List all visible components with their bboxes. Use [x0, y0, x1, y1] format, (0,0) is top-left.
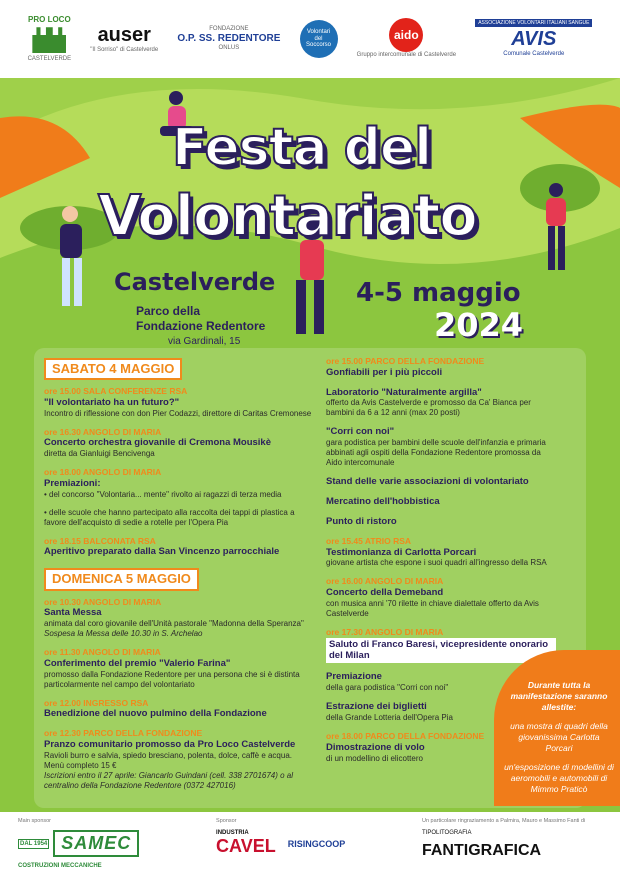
event-description: • delle scuole che hanno partecipato alla raccolta dei tappi di plastica a favore dell'acquisto di sedie a rotelle per l'Opera Pia — [44, 507, 295, 527]
event-time: ore 18.15 BALCONATA RSA — [44, 535, 156, 546]
proloco-logo — [28, 9, 72, 69]
avis-top: ASSOCIAZIONE VOLONTARI ITALIANI SANGUE — [475, 19, 592, 27]
title-line-2: Volontariato — [98, 184, 477, 249]
event-description: Ravioli burro e salvia, spiedo bresciano, polenta, dolce, caffè e acqua. Menù completo 15 € — [44, 750, 293, 770]
avis-sub: Comunale Castelverde — [503, 51, 565, 58]
event-title: Testimonianza di Carlotta Porcari — [326, 546, 477, 558]
program-event — [44, 467, 314, 500]
event-description: gara podistica per bambini delle scuole dell'infanzia e primaria abbinati agli ospiti della Fondazione Redentore promossa da Aido intercomunale — [326, 438, 546, 468]
main-sponsor-label: Main sponsor — [18, 818, 52, 824]
event-note: Sospesa la Messa delle 10.30 in S. Archelao — [44, 629, 203, 638]
castle-icon — [32, 27, 66, 53]
cavel-top: INDUSTRIA — [216, 830, 249, 836]
program-event — [326, 536, 556, 569]
sponsor-strip — [0, 812, 620, 886]
event-title: "Il volontariato ha un futuro?" — [44, 396, 180, 408]
event-title: Saluto di Franco Baresi, vicepresidente onorario del Milan — [326, 638, 556, 664]
proloco-sub: CASTELVERDE — [27, 56, 72, 63]
program-event — [44, 647, 314, 690]
event-time: ore 15.00 PARCO DELLA FONDAZIONE — [326, 356, 485, 366]
event-title: Conferimento del premio "Valerio Farina" — [44, 657, 231, 669]
event-title: Concerto della Demeband — [326, 587, 444, 598]
event-time: ore 10.30 ANGOLO DI MARIA — [44, 596, 162, 607]
fondazione-line2: O.P. SS. REDENTORE — [177, 33, 281, 44]
sunday-events — [44, 597, 314, 791]
event-time: ore 18.00 PARCO DELLA FONDAZIONE — [326, 731, 485, 741]
soccorso-badge: Volontari del Soccorso — [300, 20, 338, 58]
aido-name: aido — [389, 18, 423, 52]
fanti-top: TIPOLITOGRAFIA — [421, 830, 472, 836]
event-title: Benedizione del nuovo pulmino della Fondazione — [44, 708, 267, 720]
event-description: della Grande Lotteria dell'Opera Pia — [326, 713, 453, 722]
event-title: Concerto orchestra giovanile di Cremona Mousikè — [44, 437, 271, 449]
exhibitions-box — [494, 650, 620, 806]
event-time: ore 17.30 ANGOLO DI MARIA — [326, 626, 444, 637]
proloco-name: PRO LOCO — [28, 14, 71, 24]
fantigrafica-logo: FANTIGRAFICA — [421, 842, 542, 859]
event-title: Pranzo comunitario promosso da Pro Loco Castelverde — [44, 738, 296, 750]
program-event — [326, 516, 556, 528]
soccorso-logo — [300, 9, 338, 69]
event-title: Punto di ristoro — [326, 516, 397, 527]
samec-year: DAL 1954 — [20, 840, 48, 847]
risingcoop-logo: RISINGCOOP — [287, 838, 346, 849]
event-time: ore 12.30 PARCO DELLA FONDAZIONE — [44, 728, 203, 738]
program-event — [326, 576, 556, 619]
event-description: offerto da Avis Castelverde e promosso da Ca' Bianca per bambini da 6 a 12 anni (max 20 posti) — [326, 398, 531, 418]
event-title: Estrazione dei biglietti — [326, 701, 427, 713]
event-description: della gara podistica "Corri con noi" — [326, 683, 449, 693]
avis-logo — [475, 9, 592, 69]
event-description: Incontro di riflessione con don Pier Codazzi, direttore di Caritas Cremonese — [44, 408, 312, 418]
event-dates: 4-5 maggio — [356, 278, 521, 308]
event-description: di un modellino di elicottero — [326, 753, 423, 763]
program-event — [326, 627, 556, 663]
program-event — [326, 387, 556, 419]
saturday-events — [44, 386, 314, 558]
event-title: Mercatino dell'hobbistica — [326, 496, 440, 508]
event-description: promosso dalla Fondazione Redentore per una persona che si è distinta particolarmente nel campo del volontariato — [44, 669, 300, 689]
event-time: ore 12.00 INGRESSO RSA — [44, 697, 149, 708]
event-title: Laboratorio "Naturalmente argilla" — [326, 386, 482, 398]
event-time: ore 16.30 ANGOLO DI MARIA — [44, 426, 162, 437]
program-event — [326, 426, 556, 468]
logo-strip — [0, 0, 620, 78]
main-sponsor — [18, 818, 139, 882]
venue — [136, 304, 265, 334]
event-note: Iscrizioni entro il 27 aprile: Giancarlo Guindani (cell. 338 2701674) o al centralino della Fondazione Redentore (0372 427016) — [44, 770, 294, 790]
event-description: animata dal coro giovanile dell'Unità pastorale "Madonna della Speranza" — [44, 619, 304, 628]
auser-logo — [90, 9, 158, 69]
sponsor-logos — [216, 830, 345, 857]
thanks-group — [422, 818, 602, 882]
program-event — [44, 728, 314, 791]
event-description: con musica anni '70 rilette in chiave dialettale offerto da Avis Castelverde — [326, 598, 539, 618]
event-title: Premiazioni: — [44, 477, 101, 489]
event-title: Aperitivo preparato dalla San Vincenzo parrocchiale — [44, 546, 280, 558]
event-time: ore 18.00 ANGOLO DI MARIA — [44, 467, 162, 478]
town-name: Castelverde — [114, 268, 276, 296]
fondazione-logo — [177, 9, 280, 69]
event-title: Santa Messa — [44, 607, 102, 619]
program-event — [44, 536, 314, 559]
program-event — [44, 386, 314, 419]
event-description: diretta da Gianluigi Bencivenga — [44, 449, 155, 459]
aido-sub: Gruppo intercomunale di Castelverde — [356, 52, 457, 59]
exhibitions-intro: Durante tutta la manifestazione saranno allestite: — [510, 680, 608, 713]
thanks-label: Un particolare ringraziamento a Palmira, Mauro e Massimo Fanti di — [421, 818, 586, 824]
event-time: ore 16.00 ANGOLO DI MARIA — [326, 576, 444, 587]
exhibition-2: un'esposizione di modellini di aeromobili e automobili di Mimmo Praticò — [504, 762, 614, 795]
program-event — [44, 597, 314, 640]
aido-logo — [357, 9, 456, 69]
event-title: Dimostrazione di volo — [326, 741, 425, 753]
event-time: ore 15.45 ATRIO RSA — [326, 535, 412, 546]
venue-line-2: Fondazione Redentore — [136, 319, 266, 333]
event-title: Premiazione — [326, 671, 382, 683]
hero — [0, 78, 620, 348]
event-description: giovane artista che espone i suoi quadri all'ingresso della RSA — [326, 558, 547, 568]
event-time: ore 11.30 ANGOLO DI MARIA — [44, 647, 161, 657]
program-event — [326, 356, 556, 379]
sponsors-group — [216, 818, 345, 882]
event-description: • del concorso "Volontaria... mente" rivolto ai ragazzi di terza media — [44, 489, 282, 499]
event-title: Stand delle varie associazioni di volontariato — [326, 476, 529, 488]
exhibition-1: una mostra di quadri della giovanissima Carlotta Porcari — [510, 721, 608, 754]
program-event — [44, 698, 314, 721]
venue-line-1: Parco della — [136, 304, 201, 318]
program-event — [326, 476, 556, 488]
cavel-logo — [216, 830, 276, 857]
address: via Gardinali, 15 — [168, 336, 241, 347]
program-event — [44, 508, 314, 528]
sponsor-label: Sponsor — [216, 818, 237, 824]
title-line-1: Festa del — [172, 118, 431, 178]
fondazione-line1: FONDAZIONE — [209, 25, 249, 32]
auser-sub: "Il Sorriso" di Castelverde — [90, 47, 159, 54]
cavel-name: CAVEL — [216, 836, 276, 856]
samec-name: SAMEC — [53, 830, 139, 857]
program-left-column — [44, 356, 314, 799]
event-title: Gonfiabili per i più piccoli — [326, 366, 443, 378]
event-title: "Corri con noi" — [326, 426, 395, 438]
fondazione-line3: ONLUS — [218, 45, 240, 51]
avis-name: AVIS — [511, 28, 557, 51]
samec-sub: COSTRUZIONI MECCANICHE — [18, 863, 102, 869]
day-label-saturday: SABATO 4 MAGGIO — [44, 358, 182, 380]
auser-name: auser — [97, 24, 151, 47]
event-time: ore 15.00 SALA CONFERENZE RSA — [44, 386, 188, 397]
program-event — [44, 427, 314, 460]
samec-logo — [18, 830, 139, 857]
day-label-sunday: DOMENICA 5 MAGGIO — [44, 568, 199, 590]
program-event — [326, 496, 556, 508]
event-year: 2024 — [434, 306, 524, 344]
